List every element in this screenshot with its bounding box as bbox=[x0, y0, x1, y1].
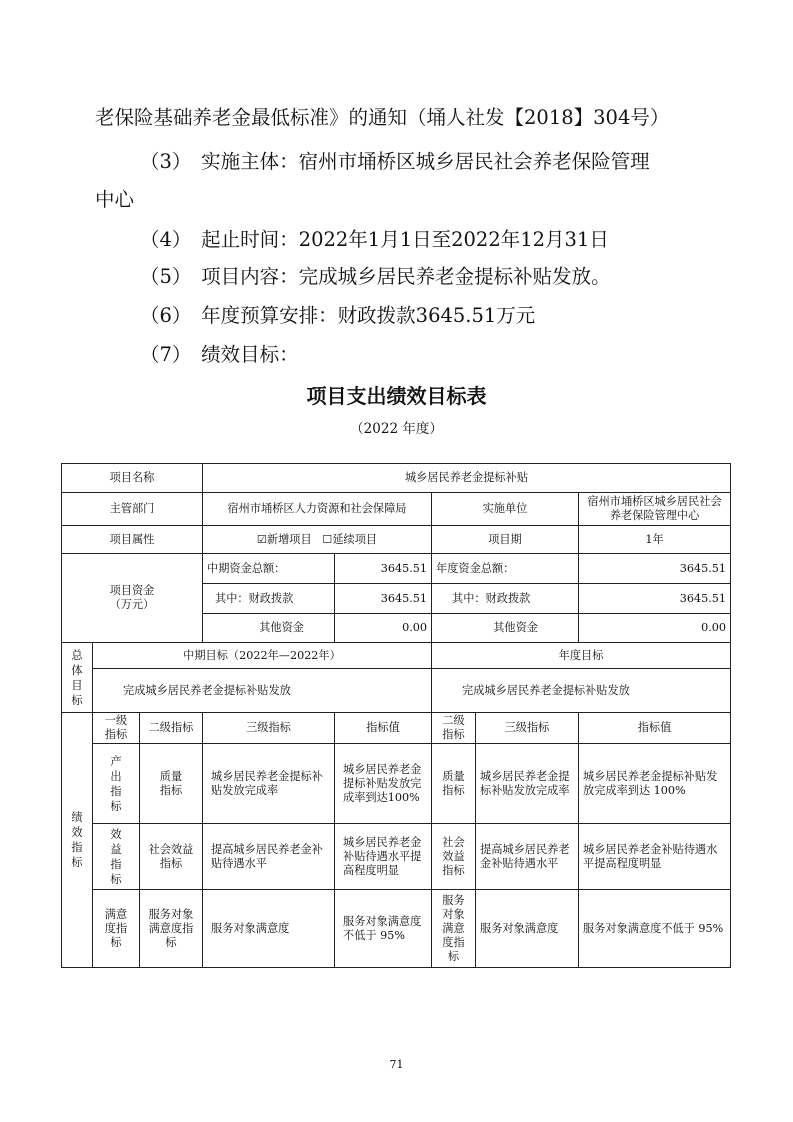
attr-label: 项目属性 bbox=[62, 526, 203, 554]
row-output-value: 城乡居民养老金提标补贴发放完成率到达100% bbox=[335, 744, 432, 824]
row-benefit-value: 城乡居民养老金补贴待遇水平提高程度明显 bbox=[335, 824, 432, 890]
attr-value bbox=[203, 526, 432, 554]
table-row bbox=[62, 713, 731, 744]
impl-value: 宿州市埇桥区城乡居民社会养老保险管理中心 bbox=[579, 493, 731, 526]
paragraph-goals: （7） 绩效目标： bbox=[140, 343, 299, 366]
header-level3-right: 三级指标 bbox=[476, 713, 579, 744]
row-satisfaction-value: 服务对象满意度不低于 95% bbox=[335, 890, 432, 968]
row-output-lvl3: 城乡居民养老金提标补贴发放完成率 bbox=[203, 744, 335, 824]
mid-total-label: 中期资金总额： bbox=[203, 554, 335, 584]
project-name-label: 项目名称 bbox=[62, 464, 203, 493]
page-number: 71 bbox=[389, 1058, 404, 1071]
row-benefit-lvl2: 社会效益指标 bbox=[140, 824, 203, 890]
period-value: 1年 bbox=[579, 526, 731, 554]
table-row bbox=[62, 464, 731, 493]
dept-label: 主管部门 bbox=[62, 493, 203, 526]
paragraph-implementer: （3） 实施主体：宿州市埇桥区城乡居民社会养老保险管理 bbox=[140, 150, 650, 173]
header-value: 指标值 bbox=[335, 713, 432, 744]
table-subtitle: （2022 年度） bbox=[350, 421, 443, 437]
paragraph-period: （4） 起止时间：2022年1月1日至2022年12月31日 bbox=[140, 228, 609, 251]
year-total-value: 3645.51 bbox=[579, 554, 731, 584]
impl-label: 实施单位 bbox=[432, 493, 579, 526]
paragraph-content: （5） 项目内容：完成城乡居民养老金提标补贴发放。 bbox=[140, 265, 611, 288]
year-fiscal-value: 3645.51 bbox=[579, 584, 731, 614]
dept-value: 宿州市埇桥区人力资源和社会保障局 bbox=[203, 493, 432, 526]
table-row bbox=[62, 890, 731, 968]
row-benefit-lvl1: 效益指标 bbox=[93, 824, 140, 890]
row-satisfaction-lvl2: 服务对象满意度指标 bbox=[140, 890, 203, 968]
attr-continue-checkbox: ☐延续项目 bbox=[322, 532, 378, 546]
overall-goal-label: 总体目标 bbox=[62, 643, 93, 713]
row-output-lvl2-right: 质量指标 bbox=[432, 744, 476, 824]
attr-new-checkbox: ☑新增项目 bbox=[256, 532, 312, 546]
mid-goal-header: 中期目标（2022年—2022年） bbox=[93, 643, 432, 669]
row-satisfaction-lvl3-right: 服务对象满意度 bbox=[476, 890, 579, 968]
table-title: 项目支出绩效目标表 bbox=[306, 384, 487, 408]
row-output-lvl2: 质量指标 bbox=[140, 744, 203, 824]
row-benefit-lvl2-right: 社会效益指标 bbox=[432, 824, 476, 890]
row-satisfaction-value-right: 服务对象满意度不低于 95% bbox=[579, 890, 731, 968]
year-other-value: 0.00 bbox=[579, 614, 731, 643]
paragraph-budget: （6） 年度预算安排：财政拨款3645.51万元 bbox=[140, 304, 536, 327]
row-satisfaction-lvl2-right: 服务对象满意度指标 bbox=[432, 890, 476, 968]
row-output-lvl1: 产出指标 bbox=[93, 744, 140, 824]
row-satisfaction-lvl3: 服务对象满意度 bbox=[203, 890, 335, 968]
mid-other-label: 其他资金 bbox=[203, 614, 335, 643]
row-benefit-value-right: 城乡居民养老金补贴待遇水平提高程度明显 bbox=[579, 824, 731, 890]
mid-other-value: 0.00 bbox=[335, 614, 432, 643]
mid-fiscal-label: 其中：财政拨款 bbox=[203, 584, 335, 614]
row-output-value-right: 城乡居民养老金提标补贴发放完成率到达 100% bbox=[579, 744, 731, 824]
year-goal-header: 年度目标 bbox=[432, 643, 731, 669]
header-value-right: 指标值 bbox=[579, 713, 731, 744]
year-total-label: 年度资金总额： bbox=[432, 554, 579, 584]
project-name-value: 城乡居民养老金提标补贴 bbox=[203, 464, 731, 493]
paragraph-line-1: 老保险基础养老金最低标准》的通知（埇人社发【2018】304号） bbox=[95, 106, 670, 129]
table-row bbox=[62, 526, 731, 554]
header-level2-right: 二级指标 bbox=[432, 713, 476, 744]
year-fiscal-label: 其中：财政拨款 bbox=[432, 584, 579, 614]
table-row bbox=[62, 493, 731, 526]
row-benefit-lvl3: 提高城乡居民养老金补贴待遇水平 bbox=[203, 824, 335, 890]
table-row bbox=[62, 669, 731, 713]
row-satisfaction-lvl1: 满意度指标 bbox=[93, 890, 140, 968]
year-other-label: 其他资金 bbox=[432, 614, 579, 643]
period-label: 项目期 bbox=[432, 526, 579, 554]
table-row bbox=[62, 824, 731, 890]
mid-goal-text: 完成城乡居民养老金提标补贴发放 bbox=[93, 669, 432, 713]
perf-indicator-label: 绩效指标 bbox=[62, 713, 93, 968]
row-output-lvl3-right: 城乡居民养老金提标补贴发放完成率 bbox=[476, 744, 579, 824]
row-benefit-lvl3-right: 提高城乡居民养老金补贴待遇水平 bbox=[476, 824, 579, 890]
header-level1: 一级指标 bbox=[93, 713, 140, 744]
table-row bbox=[62, 643, 731, 669]
mid-total-value: 3645.51 bbox=[335, 554, 432, 584]
table-row bbox=[62, 744, 731, 824]
table-row bbox=[62, 554, 731, 584]
performance-goal-table bbox=[61, 463, 731, 968]
mid-fiscal-value: 3645.51 bbox=[335, 584, 432, 614]
header-level3: 三级指标 bbox=[203, 713, 335, 744]
header-level2: 二级指标 bbox=[140, 713, 203, 744]
paragraph-implementer-cont: 中心 bbox=[95, 188, 135, 211]
year-goal-text: 完成城乡居民养老金提标补贴发放 bbox=[432, 669, 731, 713]
funds-label: 项目资金 （万元） bbox=[62, 554, 203, 643]
